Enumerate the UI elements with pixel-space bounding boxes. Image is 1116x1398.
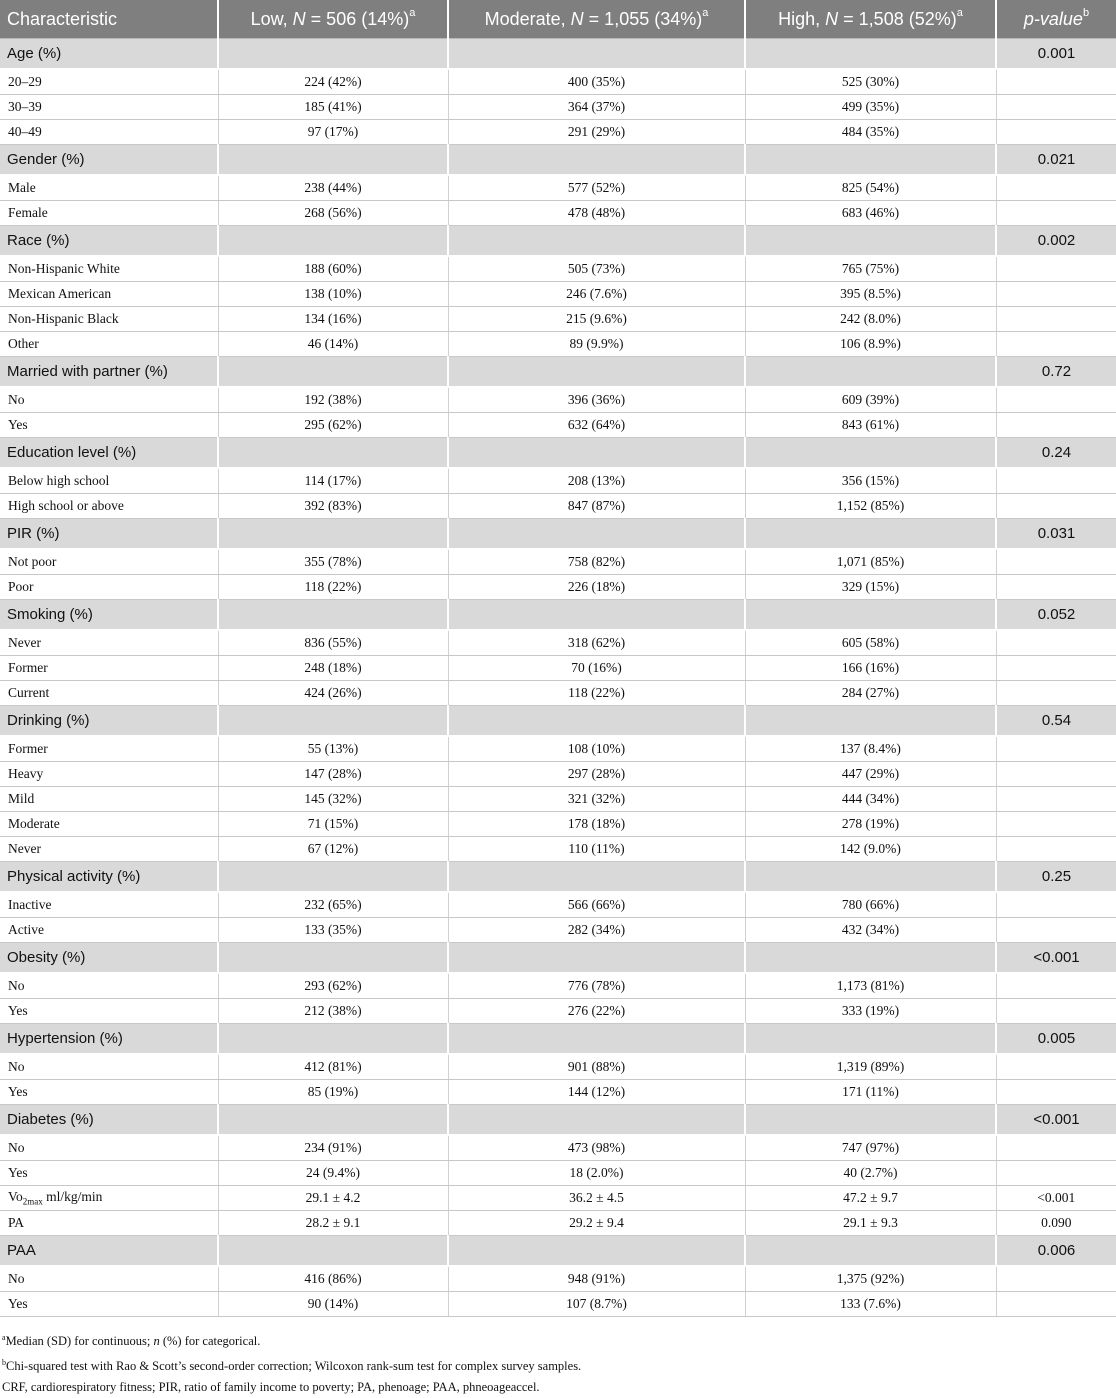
cell-low: 90 (14%) <box>218 1292 448 1317</box>
cell-moderate <box>448 862 745 893</box>
cell-low <box>218 600 448 631</box>
cell-low <box>218 519 448 550</box>
header-low: Low, N = 506 $(14\%)^a$ <box>218 0 448 39</box>
table-row <box>0 1080 1116 1105</box>
cell-low: 55 (13%) <box>218 736 448 762</box>
cell-low: 232 (65%) <box>218 892 448 918</box>
cell-high: 278 (19%) <box>745 812 996 837</box>
cell-low: 97 (17%) <box>218 120 448 145</box>
cell-moderate: 400 (35%) <box>448 69 745 95</box>
cell-characteristic: Former <box>0 656 218 681</box>
cell-moderate <box>448 519 745 550</box>
cell-characteristic: No <box>0 1266 218 1292</box>
group-header-row <box>0 39 1116 70</box>
cell-p-value <box>996 175 1116 201</box>
cell-low <box>218 226 448 257</box>
cell-p-value: 0.24 <box>996 438 1116 469</box>
cell-high: 40 (2.7%) <box>745 1161 996 1186</box>
cell-p-value: 0.090 <box>996 1211 1116 1236</box>
cell-p-value <box>996 494 1116 519</box>
cell-moderate: 901 (88%) <box>448 1054 745 1080</box>
cell-characteristic: Yes <box>0 413 218 438</box>
cell-low <box>218 357 448 388</box>
cell-moderate: 321 (32%) <box>448 787 745 812</box>
table-row <box>0 630 1116 656</box>
cell-high <box>745 438 996 469</box>
cell-low: 268 (56%) <box>218 201 448 226</box>
cell-moderate: 215 (9.6%) <box>448 307 745 332</box>
footnote-abbreviations: CRF, cardiorespiratory fitness; PIR, ratio of family income to poverty; PA, phenoage; PAA, phneoageaccel. <box>2 1380 540 1395</box>
cell-characteristic: Never <box>0 837 218 862</box>
cell-moderate <box>448 226 745 257</box>
cell-low: 145 (32%) <box>218 787 448 812</box>
group-header-row <box>0 519 1116 550</box>
cell-high: 484 (35%) <box>745 120 996 145</box>
cell-high: 747 (97%) <box>745 1135 996 1161</box>
cell-characteristic: Education level (%) <box>0 438 218 469</box>
cell-low: 293 (62%) <box>218 973 448 999</box>
cell-characteristic: Non-Hispanic White <box>0 256 218 282</box>
cell-moderate: 297 (28%) <box>448 762 745 787</box>
cell-low <box>218 706 448 737</box>
cell-characteristic: Smoking (%) <box>0 600 218 631</box>
cell-p-value <box>996 630 1116 656</box>
cell-high: 166 (16%) <box>745 656 996 681</box>
cell-low: 355 (78%) <box>218 549 448 575</box>
group-header-row <box>0 1024 1116 1055</box>
cell-moderate: 318 (62%) <box>448 630 745 656</box>
cell-moderate: 478 (48%) <box>448 201 745 226</box>
cell-high: 333 (19%) <box>745 999 996 1024</box>
cell-characteristic: PAA <box>0 1236 218 1267</box>
cell-high: 605 (58%) <box>745 630 996 656</box>
table-row <box>0 468 1116 494</box>
cell-characteristic: 40–49 <box>0 120 218 145</box>
cell-moderate: 18 (2.0%) <box>448 1161 745 1186</box>
cell-high: 525 (30%) <box>745 69 996 95</box>
cell-high: 825 (54%) <box>745 175 996 201</box>
cell-moderate: 847 (87%) <box>448 494 745 519</box>
cell-high: 444 (34%) <box>745 787 996 812</box>
cell-p-value: <0.001 <box>996 1105 1116 1136</box>
group-header-row <box>0 706 1116 737</box>
cell-characteristic: Diabetes (%) <box>0 1105 218 1136</box>
cell-moderate <box>448 438 745 469</box>
cell-low: 424 (26%) <box>218 681 448 706</box>
cell-moderate: 208 (13%) <box>448 468 745 494</box>
cell-characteristic: Below high school <box>0 468 218 494</box>
cell-p-value <box>996 468 1116 494</box>
cell-high: 1,375 (92%) <box>745 1266 996 1292</box>
cell-characteristic: Married with partner (%) <box>0 357 218 388</box>
cell-moderate: 505 (73%) <box>448 256 745 282</box>
cell-moderate <box>448 1105 745 1136</box>
cell-moderate: 118 (22%) <box>448 681 745 706</box>
table-row <box>0 1054 1116 1080</box>
cell-p-value: 0.002 <box>996 226 1116 257</box>
cell-high <box>745 39 996 70</box>
cell-p-value <box>996 1080 1116 1105</box>
cell-high: 171 (11%) <box>745 1080 996 1105</box>
cell-low: 416 (86%) <box>218 1266 448 1292</box>
table-row <box>0 892 1116 918</box>
cell-characteristic: Not poor <box>0 549 218 575</box>
cell-p-value <box>996 120 1116 145</box>
table-row <box>0 282 1116 307</box>
footnote-b: $^b$Chi-squared test with Rao & Scott’s second-order correction; Wilcoxon rank-sum test for complex survey samples. <box>2 1358 582 1374</box>
cell-characteristic: 30–39 <box>0 95 218 120</box>
cell-characteristic: Age (%) <box>0 39 218 70</box>
cell-high <box>745 1236 996 1267</box>
cell-p-value <box>996 387 1116 413</box>
cell-moderate: 246 (7.6%) <box>448 282 745 307</box>
cell-low <box>218 438 448 469</box>
cell-low: 71 (15%) <box>218 812 448 837</box>
table-row <box>0 812 1116 837</box>
cell-p-value <box>996 918 1116 943</box>
footnote-a: $^a$Median (SD) for continuous; n (%) for categorical. <box>2 1333 261 1349</box>
cell-low: 138 (10%) <box>218 282 448 307</box>
table-row <box>0 999 1116 1024</box>
cell-p-value <box>996 201 1116 226</box>
cell-high: 1,152 (85%) <box>745 494 996 519</box>
table-row <box>0 1186 1116 1211</box>
cell-moderate: 291 (29%) <box>448 120 745 145</box>
cell-high: 133 (7.6%) <box>745 1292 996 1317</box>
cell-p-value: 0.001 <box>996 39 1116 70</box>
cell-high: 683 (46%) <box>745 201 996 226</box>
cell-characteristic: Moderate <box>0 812 218 837</box>
cell-moderate: 89 (9.9%) <box>448 332 745 357</box>
header-characteristic: Characteristic <box>0 0 218 39</box>
cell-high: 609 (39%) <box>745 387 996 413</box>
cell-high <box>745 706 996 737</box>
cell-p-value: 0.25 <box>996 862 1116 893</box>
cell-low: 412 (81%) <box>218 1054 448 1080</box>
cell-moderate <box>448 357 745 388</box>
cell-high <box>745 600 996 631</box>
cell-low: 248 (18%) <box>218 656 448 681</box>
table-header-row <box>0 0 1116 39</box>
cell-p-value <box>996 69 1116 95</box>
table-row <box>0 681 1116 706</box>
table-row <box>0 95 1116 120</box>
cell-p-value <box>996 736 1116 762</box>
cell-high: 1,173 (81%) <box>745 973 996 999</box>
cell-p-value <box>996 656 1116 681</box>
cell-high: 1,071 (85%) <box>745 549 996 575</box>
table-row <box>0 120 1116 145</box>
cell-moderate: 282 (34%) <box>448 918 745 943</box>
cell-characteristic: $Vo_{2max}$ ml/kg/min <box>0 1186 218 1211</box>
cell-p-value: 0.005 <box>996 1024 1116 1055</box>
table-row <box>0 918 1116 943</box>
cell-high: 284 (27%) <box>745 681 996 706</box>
cell-low: 67 (12%) <box>218 837 448 862</box>
cell-low: 114 (17%) <box>218 468 448 494</box>
cell-high <box>745 519 996 550</box>
cell-characteristic: Race (%) <box>0 226 218 257</box>
group-header-row <box>0 226 1116 257</box>
cell-high <box>745 1105 996 1136</box>
cell-characteristic: Active <box>0 918 218 943</box>
cell-high: 329 (15%) <box>745 575 996 600</box>
cell-low: 212 (38%) <box>218 999 448 1024</box>
cell-characteristic: 20–29 <box>0 69 218 95</box>
cell-moderate: 396 (36%) <box>448 387 745 413</box>
cell-low: 29.1 ± 4.2 <box>218 1186 448 1211</box>
cell-low <box>218 145 448 176</box>
cell-p-value <box>996 892 1116 918</box>
cell-p-value <box>996 1135 1116 1161</box>
cell-characteristic: Drinking (%) <box>0 706 218 737</box>
table-row <box>0 175 1116 201</box>
cell-p-value <box>996 332 1116 357</box>
table-row <box>0 413 1116 438</box>
cell-characteristic: High school or above <box>0 494 218 519</box>
cell-characteristic: No <box>0 387 218 413</box>
cell-characteristic: Never <box>0 630 218 656</box>
cell-characteristic: No <box>0 973 218 999</box>
cell-high: 447 (29%) <box>745 762 996 787</box>
cell-p-value: 0.72 <box>996 357 1116 388</box>
cell-high: 242 (8.0%) <box>745 307 996 332</box>
table-row <box>0 1292 1116 1317</box>
cell-low: 46 (14%) <box>218 332 448 357</box>
cell-characteristic: Male <box>0 175 218 201</box>
cell-high: 843 (61%) <box>745 413 996 438</box>
cell-high: 765 (75%) <box>745 256 996 282</box>
cell-low: 188 (60%) <box>218 256 448 282</box>
cell-characteristic: Female <box>0 201 218 226</box>
table-row <box>0 1211 1116 1236</box>
cell-low: 392 (83%) <box>218 494 448 519</box>
cell-characteristic: Hypertension (%) <box>0 1024 218 1055</box>
table-row <box>0 256 1116 282</box>
cell-moderate: 776 (78%) <box>448 973 745 999</box>
cell-p-value <box>996 549 1116 575</box>
cell-moderate: 364 (37%) <box>448 95 745 120</box>
cell-moderate <box>448 706 745 737</box>
cell-p-value <box>996 812 1116 837</box>
header-moderate: Moderate, N = 1,055 $(34\%)^a$ <box>448 0 745 39</box>
cell-high: 47.2 ± 9.7 <box>745 1186 996 1211</box>
cell-p-value <box>996 575 1116 600</box>
table-row <box>0 837 1116 862</box>
header-high: High, N = 1,508 $(52\%)^a$ <box>745 0 996 39</box>
cell-high: 432 (34%) <box>745 918 996 943</box>
table-row <box>0 1135 1116 1161</box>
cell-low <box>218 1024 448 1055</box>
table-row <box>0 762 1116 787</box>
cell-moderate: 108 (10%) <box>448 736 745 762</box>
cell-p-value <box>996 837 1116 862</box>
cell-moderate: 29.2 ± 9.4 <box>448 1211 745 1236</box>
cell-moderate: 107 (8.7%) <box>448 1292 745 1317</box>
cell-characteristic: PIR (%) <box>0 519 218 550</box>
cell-p-value: 0.54 <box>996 706 1116 737</box>
table-row <box>0 656 1116 681</box>
cell-high: 780 (66%) <box>745 892 996 918</box>
cell-low: 192 (38%) <box>218 387 448 413</box>
cell-low: 134 (16%) <box>218 307 448 332</box>
table-row <box>0 307 1116 332</box>
cell-moderate: 226 (18%) <box>448 575 745 600</box>
cell-characteristic: No <box>0 1135 218 1161</box>
cell-p-value: 0.021 <box>996 145 1116 176</box>
cell-moderate: 758 (82%) <box>448 549 745 575</box>
group-header-row <box>0 943 1116 974</box>
cell-moderate <box>448 600 745 631</box>
cell-p-value <box>996 787 1116 812</box>
cell-high <box>745 1024 996 1055</box>
group-header-row <box>0 1105 1116 1136</box>
group-header-row <box>0 600 1116 631</box>
cell-p-value <box>996 1266 1116 1292</box>
table-row <box>0 201 1116 226</box>
cell-p-value: <0.001 <box>996 1186 1116 1211</box>
cell-low <box>218 39 448 70</box>
cell-p-value <box>996 282 1116 307</box>
cell-p-value: 0.031 <box>996 519 1116 550</box>
group-header-row <box>0 145 1116 176</box>
table-row <box>0 332 1116 357</box>
cell-moderate: 178 (18%) <box>448 812 745 837</box>
cell-p-value: 0.006 <box>996 1236 1116 1267</box>
table-row <box>0 736 1116 762</box>
cell-characteristic: Former <box>0 736 218 762</box>
cell-p-value <box>996 413 1116 438</box>
cell-low: 28.2 ± 9.1 <box>218 1211 448 1236</box>
table-row <box>0 1161 1116 1186</box>
cell-moderate: 276 (22%) <box>448 999 745 1024</box>
cell-moderate: 36.2 ± 4.5 <box>448 1186 745 1211</box>
cell-high <box>745 226 996 257</box>
cell-characteristic: Mexican American <box>0 282 218 307</box>
cell-low: 836 (55%) <box>218 630 448 656</box>
cell-low: 24 (9.4%) <box>218 1161 448 1186</box>
cell-characteristic: No <box>0 1054 218 1080</box>
cell-high: 137 (8.4%) <box>745 736 996 762</box>
cell-characteristic: Physical activity (%) <box>0 862 218 893</box>
cell-characteristic: Yes <box>0 1161 218 1186</box>
table-row <box>0 575 1116 600</box>
cell-characteristic: Current <box>0 681 218 706</box>
cell-low: 295 (62%) <box>218 413 448 438</box>
cell-moderate: 144 (12%) <box>448 1080 745 1105</box>
table-footnotes <box>2 1327 1112 1398</box>
table-row <box>0 787 1116 812</box>
cell-low: 85 (19%) <box>218 1080 448 1105</box>
cell-high <box>745 943 996 974</box>
cell-high: 1,319 (89%) <box>745 1054 996 1080</box>
cell-moderate: 577 (52%) <box>448 175 745 201</box>
cell-moderate <box>448 943 745 974</box>
table-row <box>0 69 1116 95</box>
cell-p-value <box>996 307 1116 332</box>
cell-low: 234 (91%) <box>218 1135 448 1161</box>
cell-high: 356 (15%) <box>745 468 996 494</box>
cell-high: 29.1 ± 9.3 <box>745 1211 996 1236</box>
cell-p-value <box>996 973 1116 999</box>
cell-low <box>218 943 448 974</box>
cell-characteristic: Mild <box>0 787 218 812</box>
group-header-row <box>0 862 1116 893</box>
table-row <box>0 973 1116 999</box>
cell-moderate: 948 (91%) <box>448 1266 745 1292</box>
cell-high: 106 (8.9%) <box>745 332 996 357</box>
cell-p-value <box>996 1161 1116 1186</box>
cell-p-value <box>996 1292 1116 1317</box>
cell-characteristic: PA <box>0 1211 218 1236</box>
cell-low: 238 (44%) <box>218 175 448 201</box>
cell-high <box>745 357 996 388</box>
cell-moderate <box>448 1024 745 1055</box>
cell-characteristic: Heavy <box>0 762 218 787</box>
cell-characteristic: Inactive <box>0 892 218 918</box>
group-header-row <box>0 438 1116 469</box>
table-body <box>0 39 1116 1317</box>
cell-low: 147 (28%) <box>218 762 448 787</box>
cell-p-value <box>996 256 1116 282</box>
cell-moderate <box>448 1236 745 1267</box>
cell-p-value: 0.052 <box>996 600 1116 631</box>
cell-p-value: <0.001 <box>996 943 1116 974</box>
cell-high <box>745 862 996 893</box>
cell-characteristic: Poor <box>0 575 218 600</box>
cell-low: 185 (41%) <box>218 95 448 120</box>
cell-p-value <box>996 681 1116 706</box>
group-header-row <box>0 357 1116 388</box>
cell-high: 395 (8.5%) <box>745 282 996 307</box>
cell-moderate: 566 (66%) <box>448 892 745 918</box>
cell-p-value <box>996 1054 1116 1080</box>
cell-characteristic: Obesity (%) <box>0 943 218 974</box>
cell-low: 133 (35%) <box>218 918 448 943</box>
cell-moderate: 110 (11%) <box>448 837 745 862</box>
table-row <box>0 494 1116 519</box>
table-row <box>0 549 1116 575</box>
cell-p-value <box>996 95 1116 120</box>
cell-low <box>218 1105 448 1136</box>
cell-moderate <box>448 145 745 176</box>
cell-low <box>218 1236 448 1267</box>
cell-moderate <box>448 39 745 70</box>
cell-characteristic: Yes <box>0 1292 218 1317</box>
cell-low: 118 (22%) <box>218 575 448 600</box>
cell-characteristic: Other <box>0 332 218 357</box>
table-row <box>0 1266 1116 1292</box>
cell-p-value <box>996 762 1116 787</box>
header-p-value: p-value$^b$ <box>996 0 1116 39</box>
cell-low: 224 (42%) <box>218 69 448 95</box>
cell-low <box>218 862 448 893</box>
cell-characteristic: Yes <box>0 999 218 1024</box>
cell-high <box>745 145 996 176</box>
cell-high: 142 (9.0%) <box>745 837 996 862</box>
cell-moderate: 70 (16%) <box>448 656 745 681</box>
table-row <box>0 387 1116 413</box>
cell-characteristic: Yes <box>0 1080 218 1105</box>
cell-characteristic: Non-Hispanic Black <box>0 307 218 332</box>
cell-characteristic: Gender (%) <box>0 145 218 176</box>
cell-moderate: 632 (64%) <box>448 413 745 438</box>
cell-high: 499 (35%) <box>745 95 996 120</box>
cell-moderate: 473 (98%) <box>448 1135 745 1161</box>
group-header-row <box>0 1236 1116 1267</box>
cell-p-value <box>996 999 1116 1024</box>
